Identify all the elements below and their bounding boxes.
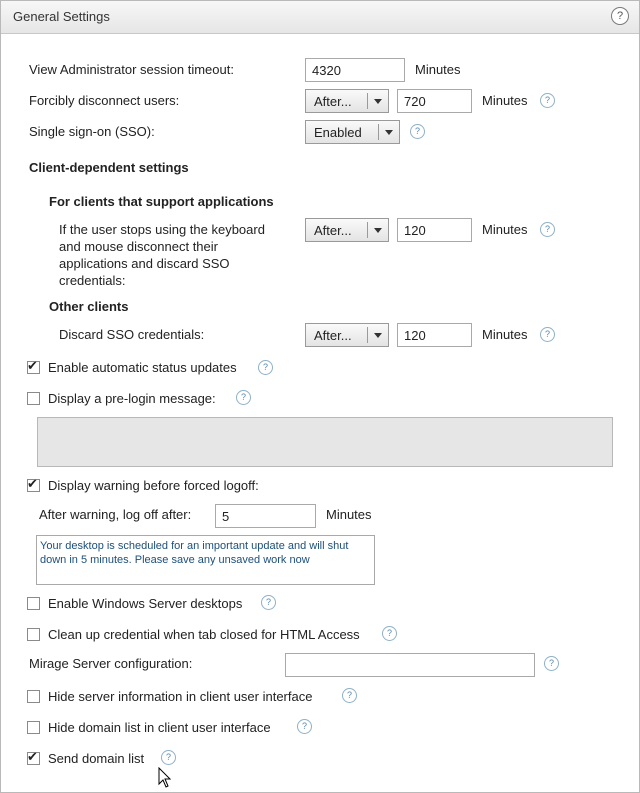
mirage-label: Mirage Server configuration: [29, 656, 193, 671]
apps-disconnect-input[interactable] [397, 218, 472, 242]
mouse-cursor-icon [158, 767, 174, 789]
chevron-down-icon [385, 130, 393, 135]
title-bar [1, 1, 639, 34]
session-timeout-unit: Minutes [415, 62, 461, 77]
windows-server-label: Enable Windows Server desktops [48, 596, 243, 611]
logoff-after-unit: Minutes [326, 507, 372, 522]
apps-heading: For clients that support applications [49, 194, 274, 209]
dialog-title: General Settings [13, 9, 110, 24]
check-icon: ✔ [27, 749, 38, 764]
hide-domain-checkbox[interactable] [27, 721, 40, 734]
mirage-input[interactable] [285, 653, 535, 677]
help-icon[interactable]: ? [540, 327, 555, 342]
prelogin-label: Display a pre-login message: [48, 391, 216, 406]
forcibly-disconnect-select[interactable] [305, 89, 389, 113]
send-domain-label: Send domain list [48, 751, 145, 766]
forcibly-disconnect-unit: Minutes [482, 93, 528, 108]
prelogin-message-textarea[interactable] [37, 417, 613, 467]
logoff-after-label: After warning, log off after: [39, 507, 192, 522]
help-icon[interactable]: ? [342, 688, 357, 703]
select-value: After... [314, 223, 352, 238]
help-icon[interactable]: ? [410, 124, 425, 139]
chevron-down-icon [374, 228, 382, 233]
select-value: After... [314, 94, 352, 109]
check-icon: ✔ [27, 476, 38, 491]
client-dependent-heading: Client-dependent settings [29, 160, 189, 175]
help-icon[interactable]: ? [544, 656, 559, 671]
windows-server-checkbox[interactable] [27, 597, 40, 610]
hide-server-label: Hide server information in client user interface [48, 689, 313, 704]
select-divider [367, 327, 368, 343]
warning-checkbox[interactable] [27, 476, 40, 492]
help-icon[interactable]: ? [540, 93, 555, 108]
auto-status-label: Enable automatic status updates [48, 360, 237, 375]
apps-label-line3: applications and discard SSO [59, 256, 230, 271]
prelogin-checkbox[interactable] [27, 392, 40, 405]
help-icon[interactable]: ? [161, 750, 176, 765]
chevron-down-icon [374, 99, 382, 104]
cleanup-checkbox[interactable] [27, 628, 40, 641]
help-icon[interactable]: ? [611, 7, 629, 25]
apps-disconnect-unit: Minutes [482, 222, 528, 237]
other-clients-heading: Other clients [49, 299, 129, 314]
cleanup-label: Clean up credential when tab closed for HTML Access [48, 627, 360, 642]
help-icon[interactable]: ? [297, 719, 312, 734]
forcibly-disconnect-input[interactable] [397, 89, 472, 113]
auto-status-checkbox[interactable] [27, 358, 40, 374]
check-icon: ✔ [27, 358, 38, 373]
hide-server-checkbox[interactable] [27, 690, 40, 703]
discard-sso-select[interactable] [305, 323, 389, 347]
session-timeout-input[interactable] [305, 58, 405, 82]
warning-label: Display warning before forced logoff: [48, 478, 259, 493]
warning-message-textarea[interactable]: Your desktop is scheduled for an important update and will shut down in 5 minutes. Please save any unsaved work now [36, 535, 375, 585]
discard-sso-label: Discard SSO credentials: [59, 327, 205, 342]
help-icon[interactable]: ? [236, 390, 251, 405]
select-divider [367, 222, 368, 238]
select-divider [367, 93, 368, 109]
help-icon[interactable]: ? [382, 626, 397, 641]
forcibly-disconnect-label: Forcibly disconnect users: [29, 93, 180, 108]
session-timeout-label: View Administrator session timeout: [29, 62, 234, 77]
select-value: Enabled [314, 125, 362, 140]
sso-select[interactable] [305, 120, 400, 144]
logoff-after-input[interactable] [215, 504, 316, 528]
select-divider [378, 124, 379, 140]
select-value: After... [314, 328, 352, 343]
help-icon[interactable]: ? [258, 360, 273, 375]
sso-label: Single sign-on (SSO): [29, 124, 155, 139]
help-icon[interactable]: ? [261, 595, 276, 610]
chevron-down-icon [374, 333, 382, 338]
help-icon[interactable]: ? [540, 222, 555, 237]
apps-label-line2: and mouse disconnect their [59, 239, 218, 254]
hide-domain-label: Hide domain list in client user interface [48, 720, 271, 735]
discard-sso-unit: Minutes [482, 327, 528, 342]
discard-sso-input[interactable] [397, 323, 472, 347]
apps-label-line4: credentials: [59, 273, 126, 288]
apps-label-line1: If the user stops using the keyboard [59, 222, 265, 237]
apps-disconnect-select[interactable] [305, 218, 389, 242]
send-domain-checkbox[interactable] [27, 749, 40, 765]
